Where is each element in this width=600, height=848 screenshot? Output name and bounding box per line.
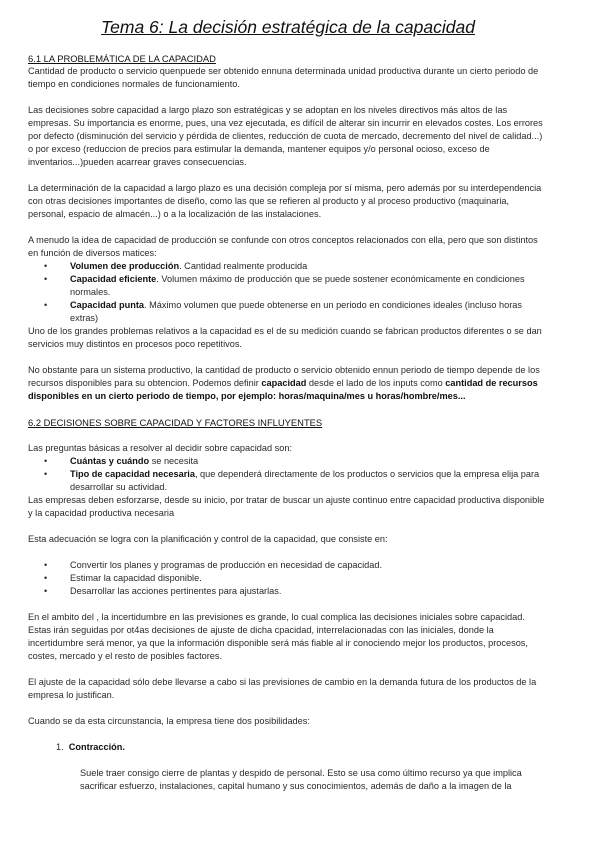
list-item: • Volumen dee producción. Cantidad realmente producida bbox=[28, 260, 548, 273]
bullet-list bbox=[28, 559, 548, 598]
list-item: 1. Contracción. bbox=[56, 742, 125, 752]
list-item: • Tipo de capacidad necesaria, que dependerá directamente de los productos o servicios que la empresa elija para desarrollar su actividad. bbox=[28, 468, 548, 494]
list-item: • Estimar la capacidad disponible. bbox=[28, 572, 548, 585]
section-heading-6-2: 6.2 DECISIONES SOBRE CAPACIDAD Y FACTORES INFLUYENTES bbox=[28, 417, 323, 428]
paragraph: Esta adecuación se logra con la planificación y control de la capacidad, que consiste en: bbox=[28, 534, 388, 544]
numbered-list bbox=[28, 741, 548, 754]
list-item: • Desarrollar las acciones pertinentes para ajustarlas. bbox=[28, 585, 548, 598]
list-item: • Cuántas y cuándo se necesita bbox=[28, 455, 548, 468]
paragraph: No obstante para un sistema productivo, la cantidad de producto o servicio obtenido ennun periodo de tiempo depende de los recursos disponibles para su obtencion. Podemos definir capacidad desde el lado de los inputs como cantidad de recursos disponibles en un cierto periodo de tiempo, por ejemplo: horas/maquina/mes u horas/hombre/mes... bbox=[28, 365, 540, 401]
list-item: • Capacidad punta. Máximo volumen que puede obtenerse en un periodo en condiciones ideales (incluso horas extras) bbox=[28, 299, 548, 325]
bullet-list bbox=[28, 455, 548, 494]
paragraph: El ajuste de la capacidad sólo debe llevarse a cabo si las previsiones de cambio en la demanda futura de los productos de la empresa lo justifican. bbox=[28, 677, 537, 700]
bullet-list bbox=[28, 260, 548, 325]
page-title: Tema 6: La decisión estratégica de la capacidad bbox=[101, 17, 475, 37]
paragraph: Suele traer consigo cierre de plantas y despido de personal. Esto se usa como último recurso ya que implica sacrificar esfuerzo, instalaciones, capital humano y sus conocimientos, además de daño a la imagen de la bbox=[80, 768, 522, 791]
list-item: • Capacidad eficiente. Volumen máximo de producción que se puede sostener económicamente en condiciones normales. bbox=[28, 273, 548, 299]
paragraph: Las decisiones sobre capacidad a largo plazo son estratégicas y se adoptan en los niveles directivos más altos de las empresas. Su importancia es enorme, pues, una vez ejecutada, es difícil de alterar sin incurrir en elevados costes. Los errores por defecto (disminución del servicio y pérdida de clientes, reducción de cuota de mercado, decremento del nivel de calidad...) o por exceso (reduccion de precios para estimular la demanda, mantener equipos y/o personal ocioso, exceso de inventarios...)pueden acarrear graves consecuencias. bbox=[28, 105, 543, 167]
paragraph: A menudo la idea de capacidad de producción se confunde con otros conceptos relacionados con ella, pero que son distintos en función de diversos matices: bbox=[28, 235, 538, 258]
paragraph: En el ambito del , la incertidumbre en las previsiones es grande, lo cual complica las decisiones iniciales sobre capacidad. Estas irán seguidas por ot4as decisiones de ajuste de dicha cpacidad, interrelacionadas con las iniciales, donde la incertidumbre será menor, ya que la información disponible será más fiable al ir conociendo mejor los productos, procesos, costes, mercado y el resto de posibles factores. bbox=[28, 612, 528, 661]
paragraph: Uno de los grandes problemas relativos a la capacidad es el de su medición cuando se fabrican productos diferentes o se dan servicios muy distintos en procesos poco repetitivos. bbox=[28, 326, 542, 349]
paragraph: La determinación de la capacidad a largo plazo es una decisión compleja por sí misma, pero además por su interdependencia con otras decisiones importantes de diseño, como las que se refieren al producto y al proceso productivo (maquinaria, personal, espacio de almacén...) o a la localización de las instalaciones. bbox=[28, 183, 542, 219]
section-heading-6-1: 6.1 LA PROBLEMÁTICA DE LA CAPACIDAD bbox=[28, 53, 216, 64]
paragraph: Cantidad de producto o servicio quenpuede ser obtenido ennuna determinada unidad productiva durante un cierto periodo de tiempo en condiciones normales de funcionamiento. bbox=[28, 66, 539, 89]
list-item: • Convertir los planes y programas de producción en necesidad de capacidad. bbox=[28, 559, 548, 572]
paragraph: Las empresas deben esforzarse, desde su inicio, por tratar de buscar un ajuste continuo entre capacidad productiva disponible y la capacidad productiva necesaria bbox=[28, 495, 545, 518]
paragraph: Cuando se da esta circunstancia, la empresa tiene dos posibilidades: bbox=[28, 716, 310, 726]
paragraph: Las preguntas básicas a resolver al decidir sobre capacidad son: bbox=[28, 443, 293, 453]
